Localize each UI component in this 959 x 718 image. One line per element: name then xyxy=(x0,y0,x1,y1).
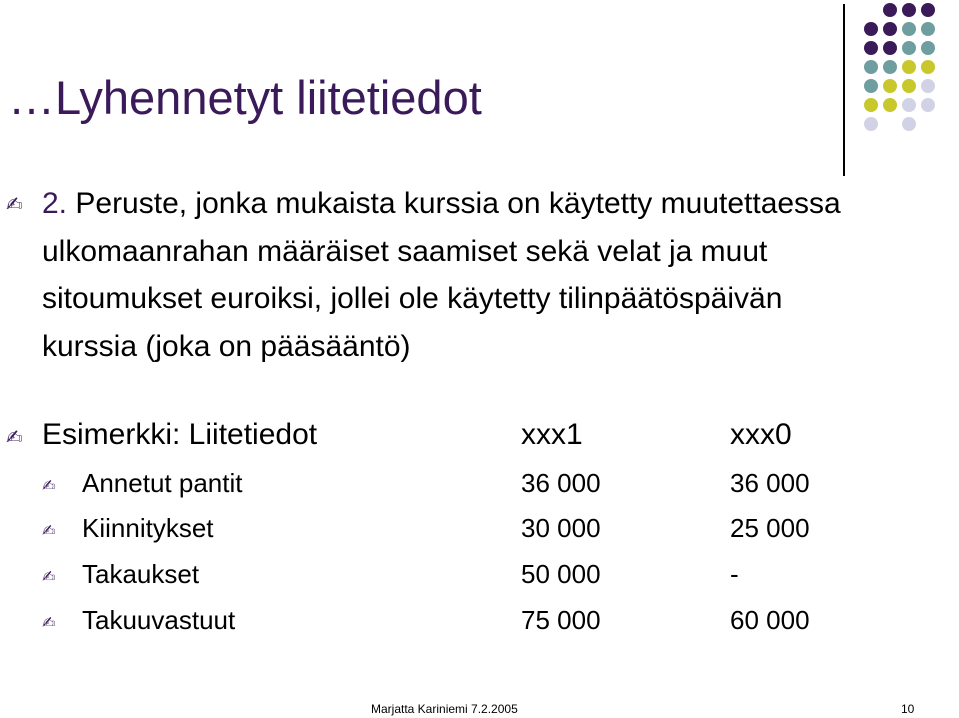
decorative-dot xyxy=(883,98,897,112)
row-label: Annetut pantit xyxy=(82,468,243,498)
row-value-xxx0: 60 000 xyxy=(730,605,810,635)
bullet-number: 2. xyxy=(42,187,68,220)
decorative-dot xyxy=(864,117,878,131)
row-label: Takaukset xyxy=(82,559,200,589)
decorative-dot xyxy=(864,98,878,112)
decorative-dot xyxy=(864,79,878,93)
decorative-dot xyxy=(902,98,916,112)
slide-title: …Lyhennetyt liitetiedot xyxy=(8,71,482,124)
decorative-dot xyxy=(864,60,878,74)
decorative-dot xyxy=(902,3,916,17)
row-value-xxx0: 36 000 xyxy=(730,468,810,498)
row-value-xxx1: 30 000 xyxy=(521,513,601,543)
decorative-dot xyxy=(921,79,935,93)
decorative-dot xyxy=(921,22,935,36)
pen-bullet-icon: ✍ xyxy=(42,567,56,586)
decorative-dot xyxy=(921,3,935,17)
decorative-dot xyxy=(883,22,897,36)
row-label: Takuuvastuut xyxy=(82,605,236,635)
decorative-dot xyxy=(883,41,897,55)
row-value-xxx1: 36 000 xyxy=(521,468,601,498)
decorative-dot xyxy=(883,3,897,17)
decorative-dot xyxy=(864,22,878,36)
decorative-dot xyxy=(921,41,935,55)
decorative-dot xyxy=(864,41,878,55)
pen-bullet-icon: ✍ xyxy=(6,192,23,216)
bullet-text-peruste xyxy=(42,180,842,370)
decorative-dot xyxy=(902,79,916,93)
column-header-xxx1: xxx1 xyxy=(521,418,583,451)
decorative-dot xyxy=(902,60,916,74)
row-label: Kiinnitykset xyxy=(82,513,214,543)
row-value-xxx0: - xyxy=(730,559,739,589)
row-value-xxx0: 25 000 xyxy=(730,513,810,543)
decorative-dot xyxy=(902,41,916,55)
pen-bullet-icon: ✍ xyxy=(42,476,56,495)
pen-bullet-icon: ✍ xyxy=(6,425,23,449)
decorative-dot xyxy=(921,60,935,74)
decorative-dot xyxy=(902,117,916,131)
decorative-dot xyxy=(921,98,935,112)
example-label: Esimerkki: Liitetiedot xyxy=(42,418,318,451)
column-header-xxx0: xxx0 xyxy=(730,418,792,451)
bullet-text: Peruste, jonka mukaista kurssia on käytetty muutettaessa ulkomaanrahan määräiset saamiset sekä velat ja muut sitoumukset euroiksi, jollei ole käytetty tilinpäätöspäivän kurssia (joka on pääsääntö) xyxy=(42,187,841,363)
row-value-xxx1: 50 000 xyxy=(521,559,601,589)
decorative-dot xyxy=(883,79,897,93)
divider-line xyxy=(843,4,845,176)
decorative-dot xyxy=(902,22,916,36)
row-value-xxx1: 75 000 xyxy=(521,605,601,635)
pen-bullet-icon: ✍ xyxy=(42,521,56,540)
footer-page-number: 10 xyxy=(901,702,915,716)
footer-author: Marjatta Kariniemi 7.2.2005 xyxy=(371,702,518,716)
decorative-dot xyxy=(883,60,897,74)
pen-bullet-icon: ✍ xyxy=(42,613,56,632)
